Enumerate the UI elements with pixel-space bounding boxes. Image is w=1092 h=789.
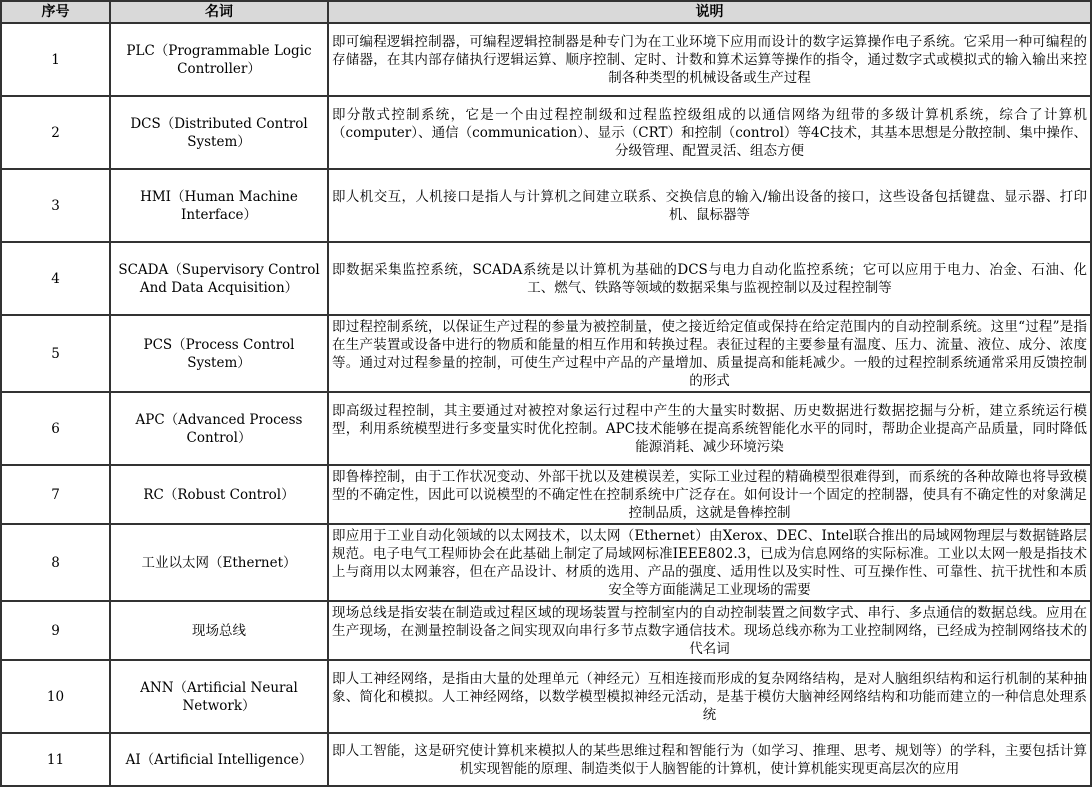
- term-name: HMI（Human Machine Interface）: [110, 169, 328, 242]
- term-name: DCS（Distributed Control System）: [110, 96, 328, 169]
- term-name: APC（Advanced Process Control）: [110, 392, 328, 465]
- term-name: PLC（Programmable Logic Controller）: [110, 23, 328, 96]
- table-row: [1, 733, 1091, 786]
- term-name: AI（Artificial Intelligence）: [110, 733, 328, 786]
- row-number: 11: [1, 733, 110, 786]
- row-number: 5: [1, 315, 110, 392]
- row-number: 4: [1, 242, 110, 315]
- term-description: 即过程控制系统，以保证生产过程的参量为被控制量，使之接近给定值或保持在给定范围内的自动控制系统。这里“过程”是指在生产装置或设备中进行的物质和能量的相互作用和转换过程。表征过程的主要参量有温度、压力、流量、液位、成分、浓度等。通过对过程参量的控制，可使生产过程中产品的产量增加、质量提高和能耗减少。一般的过程控制系统通常采用反馈控制的形式: [328, 315, 1091, 392]
- table-row: [1, 524, 1091, 601]
- row-number: 6: [1, 392, 110, 465]
- header-desc: 说明: [328, 1, 1091, 23]
- header-no: 序号: [1, 1, 110, 23]
- term-description: 即鲁棒控制，由于工作状况变动、外部干扰以及建模误差，实际工业过程的精确模型很难得到，而系统的各种故障也将导致模型的不确定性，因此可以说模型的不确定性在控制系统中广泛存在。如何设计一个固定的控制器，使具有不确定性的对象满足控制品质，这就是鲁棒控制: [328, 465, 1091, 524]
- term-name: 工业以太网（Ethernet）: [110, 524, 328, 601]
- term-description: 即数据采集监控系统，SCADA系统是以计算机为基础的DCS与电力自动化监控系统；它可以应用于电力、冶金、石油、化工、燃气、铁路等领域的数据采集与监视控制以及过程控制等: [328, 242, 1091, 315]
- term-name: RC（Robust Control）: [110, 465, 328, 524]
- table-row: [1, 242, 1091, 315]
- row-number: 3: [1, 169, 110, 242]
- term-name: 现场总线: [110, 601, 328, 660]
- table-row: [1, 601, 1091, 660]
- row-number: 8: [1, 524, 110, 601]
- term-name: SCADA（Supervisory Control And Data Acquisition）: [110, 242, 328, 315]
- term-description: 即人机交互，人机接口是指人与计算机之间建立联系、交换信息的输入/输出设备的接口，这些设备包括键盘、显示器、打印机、鼠标器等: [328, 169, 1091, 242]
- term-description: 即分散式控制系统，它是一个由过程控制级和过程监控级组成的以通信网络为纽带的多级计算机系统，综合了计算机（computer）、通信（communication）、显示（CRT）和控制（control）等4C技术，其基本思想是分散控制、集中操作、分级管理、配置灵活、组态方便: [328, 96, 1091, 169]
- table-row: [1, 169, 1091, 242]
- row-number: 10: [1, 660, 110, 733]
- row-number: 7: [1, 465, 110, 524]
- table-row: [1, 23, 1091, 96]
- table-row: [1, 315, 1091, 392]
- table-row: [1, 96, 1091, 169]
- row-number: 1: [1, 23, 110, 96]
- term-description: 即人工神经网络，是指由大量的处理单元（神经元）互相连接而形成的复杂网络结构，是对人脑组织结构和运行机制的某种抽象、简化和模拟。人工神经网络，以数学模型模拟神经元活动，是基于模仿大脑神经网络结构和功能而建立的一种信息处理系统: [328, 660, 1091, 733]
- row-number: 9: [1, 601, 110, 660]
- term-description: 即应用于工业自动化领域的以太网技术，以太网（Ethernet）由Xerox、DEC、Intel联合推出的局域网物理层与数据链路层规范。电子电气工程师协会在此基础上制定了局域网标准IEEE802.3，已成为信息网络的实际标准。工业以太网一般是指技术上与商用以太网兼容，但在产品设计、材质的选用、产品的强度、适用性以及实时性、可互操作性、可靠性、抗干扰性和本质安全等方面能满足工业现场的需要: [328, 524, 1091, 601]
- term-description: 即高级过程控制，其主要通过对被控对象运行过程中产生的大量实时数据、历史数据进行数据挖掘与分析，建立系统运行模型，利用系统模型进行多变量实时优化控制。APC技术能够在提高系统智能化水平的同时，帮助企业提高产品质量，同时降低能源消耗、减少环境污染: [328, 392, 1091, 465]
- term-description: 即人工智能，这是研究使计算机来模拟人的某些思维过程和智能行为（如学习、推理、思考、规划等）的学科，主要包括计算机实现智能的原理、制造类似于人脑智能的计算机，使计算机能实现更高层次的应用: [328, 733, 1091, 786]
- term-name: PCS（Process Control System）: [110, 315, 328, 392]
- term-name: ANN（Artificial Neural Network）: [110, 660, 328, 733]
- table-row: [1, 465, 1091, 524]
- term-description: 即可编程逻辑控制器，可编程逻辑控制器是种专门为在工业环境下应用而设计的数字运算操作电子系统。它采用一种可编程的存储器，在其内部存储执行逻辑运算、顺序控制、定时、计数和算术运算等操作的指令，通过数字式或模拟式的输入输出来控制各种类型的机械设备或生产过程: [328, 23, 1091, 96]
- row-number: 2: [1, 96, 110, 169]
- header-row: [1, 1, 1091, 23]
- table-row: [1, 392, 1091, 465]
- header-name: 名词: [110, 1, 328, 23]
- term-description: 现场总线是指安装在制造或过程区域的现场装置与控制室内的自动控制装置之间数字式、串行、多点通信的数据总线。应用在生产现场，在测量控制设备之间实现双向串行多节点数字通信技术。现场总线亦称为工业控制网络，已经成为控制网络技术的代名词: [328, 601, 1091, 660]
- table-row: [1, 660, 1091, 733]
